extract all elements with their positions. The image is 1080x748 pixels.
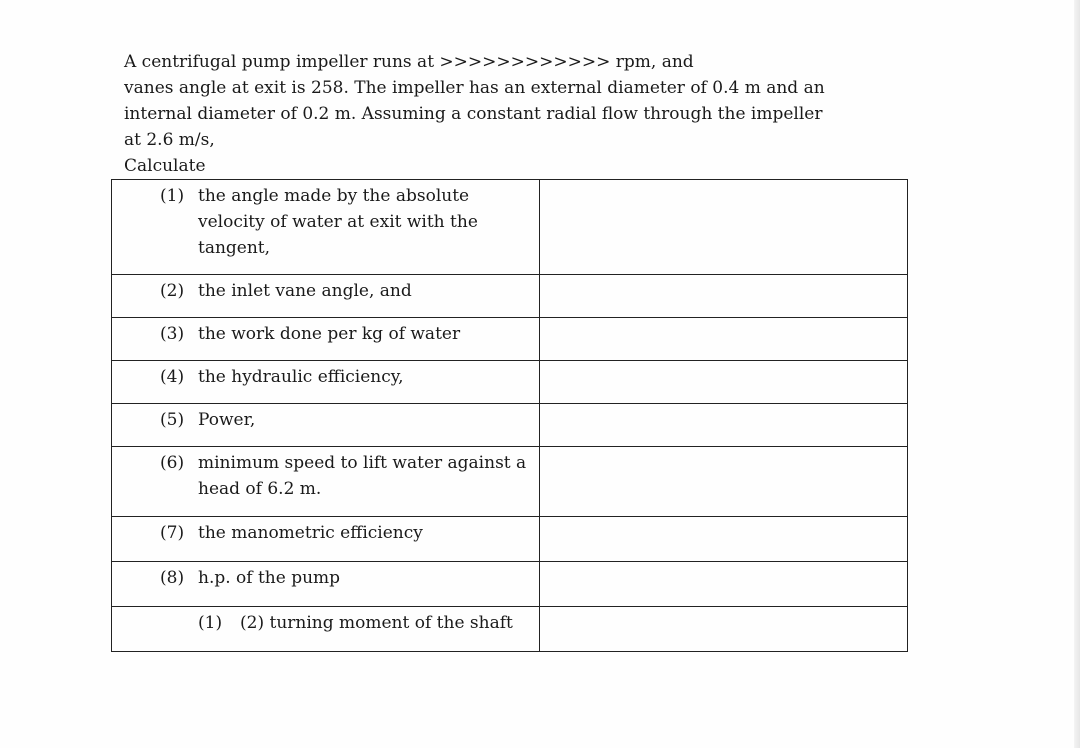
item-text: the work done per kg of water — [198, 324, 461, 344]
question-cell — [112, 517, 540, 562]
table-row — [112, 180, 908, 275]
item-number: (7) — [160, 523, 185, 543]
table-row — [112, 275, 908, 318]
question-cell — [112, 447, 540, 517]
question-cell — [112, 404, 540, 447]
table-row — [112, 404, 908, 447]
question-cell — [112, 361, 540, 404]
table-row — [112, 607, 908, 652]
answer-cell — [540, 517, 908, 562]
item-number: (3) — [160, 324, 185, 344]
answer-cell — [540, 447, 908, 517]
item-number: (1) — [198, 613, 223, 633]
answer-cell — [540, 275, 908, 318]
page-edge-shadow — [1074, 0, 1080, 748]
item-text: the inlet vane angle, and — [198, 281, 412, 301]
item-number: (5) — [160, 410, 185, 430]
item-number: (8) — [160, 568, 185, 588]
item-text: minimum speed to lift water against a head of 6.2 m. — [198, 453, 527, 499]
item-number: (1) — [160, 186, 185, 206]
problem-line-4: at 2.6 m/s, — [124, 130, 215, 150]
item-text: (2) turning moment of the shaft — [240, 613, 513, 633]
problem-line-3: internal diameter of 0.2 m. Assuming a constant radial flow through the impeller — [124, 104, 823, 124]
answer-cell — [540, 404, 908, 447]
table-row — [112, 517, 908, 562]
item-text: the manometric efficiency — [198, 523, 423, 543]
answer-cell — [540, 318, 908, 361]
problem-line-2: vanes angle at exit is 258. The impeller has an external diameter of 0.4 m and an — [124, 78, 825, 98]
item-number: (2) — [160, 281, 185, 301]
table-row — [112, 318, 908, 361]
table-row — [112, 562, 908, 607]
item-text: the hydraulic efficiency, — [198, 367, 404, 387]
item-text: Power, — [198, 410, 256, 430]
question-cell — [112, 607, 540, 652]
calculate-label: Calculate — [124, 156, 206, 176]
problem-statement — [124, 49, 854, 179]
question-cell — [112, 562, 540, 607]
question-cell — [112, 318, 540, 361]
table-row — [112, 447, 908, 517]
item-number: (6) — [160, 453, 185, 473]
answer-cell — [540, 562, 908, 607]
question-cell — [112, 275, 540, 318]
problem-line-1: A centrifugal pump impeller runs at >>>>>>>>>>>> rpm, and — [124, 52, 694, 72]
answer-cell — [540, 607, 908, 652]
answer-cell — [540, 180, 908, 275]
question-cell — [112, 180, 540, 275]
answer-cell — [540, 361, 908, 404]
item-text: the angle made by the absolute velocity of water at exit with the tangent, — [198, 186, 478, 258]
item-number: (4) — [160, 367, 185, 387]
item-text: h.p. of the pump — [198, 568, 341, 588]
questions-table — [111, 179, 908, 652]
table-row — [112, 361, 908, 404]
